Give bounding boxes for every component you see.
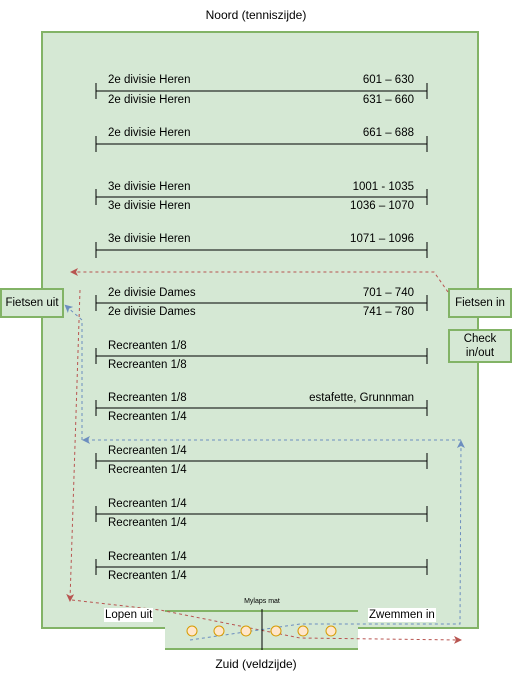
swim-bike-route [66,306,82,440]
row-label-bottom: Recreanten 1/4 [108,570,187,582]
row-label-top: 2e divisie Dames [108,287,196,299]
row-label-top: Recreanten 1/4 [108,551,187,563]
rack-line [96,559,427,575]
rack-line [96,83,427,99]
rack-line [96,295,427,311]
row-label-top: Recreanten 1/8 [108,392,187,404]
row-label-bottom: 2e divisie Heren [108,127,191,139]
rack-line [96,189,427,205]
rack-line [96,242,427,258]
row-label-bottom: 2e divisie Heren [108,94,191,106]
row-label-bottom: Recreanten 1/4 [108,517,187,529]
rack-line [96,136,427,152]
row-range-bottom: 631 – 660 [362,94,414,106]
row-label-bottom: 3e divisie Heren [108,233,191,245]
buoy [241,626,251,636]
south-title: Zuid (veldzijde) [215,657,297,671]
row-label-bottom: 2e divisie Dames [108,306,196,318]
run-route [70,290,80,600]
row-range-bottom: 661 – 688 [362,127,414,139]
row-label-top: Recreanten 1/8 [108,340,187,352]
rack-lines [96,83,427,575]
row-label-top: 3e divisie Heren [108,181,191,193]
row-label-bottom: Recreanten 1/8 [108,359,187,371]
row-range-top: 601 – 630 [362,74,414,86]
buoy [298,626,308,636]
north-title: Noord (tenniszijde) [205,8,307,22]
row-label-bottom: Recreanten 1/4 [108,464,187,476]
row-label-bottom: Recreanten 1/4 [108,411,187,423]
row-range-bottom: 1071 – 1096 [350,233,414,245]
mylaps-mat-label: Mylaps mat [244,598,280,605]
rack-line [96,506,427,522]
run-route [72,272,448,292]
row-range-top: estafette, Grunnman [309,392,414,404]
bikes-in-box: Fietsen in [448,288,512,318]
buoy [326,626,336,636]
bikes-out-box: Fietsen uit [0,288,64,318]
row-range-bottom: 1036 – 1070 [350,200,414,212]
row-range-top: 701 – 740 [362,287,414,299]
rack-line [96,348,427,364]
run-out-label: Lopen uit [105,609,153,621]
row-label-top: Recreanten 1/4 [108,445,187,457]
buoy [187,626,197,636]
row-range-bottom: 741 – 780 [362,306,414,318]
row-label-top: Recreanten 1/4 [108,498,187,510]
row-range-top: 1001 - 1035 [352,181,414,193]
swim-in-label: Zwemmen in [369,609,435,621]
row-label-bottom: 3e divisie Heren [108,200,191,212]
buoy [271,626,281,636]
buoy [214,626,224,636]
row-label-top: 2e divisie Heren [108,74,191,86]
check-in-out-box: Check in/out [448,329,512,363]
rack-line [96,400,427,416]
rack-line [96,453,427,469]
